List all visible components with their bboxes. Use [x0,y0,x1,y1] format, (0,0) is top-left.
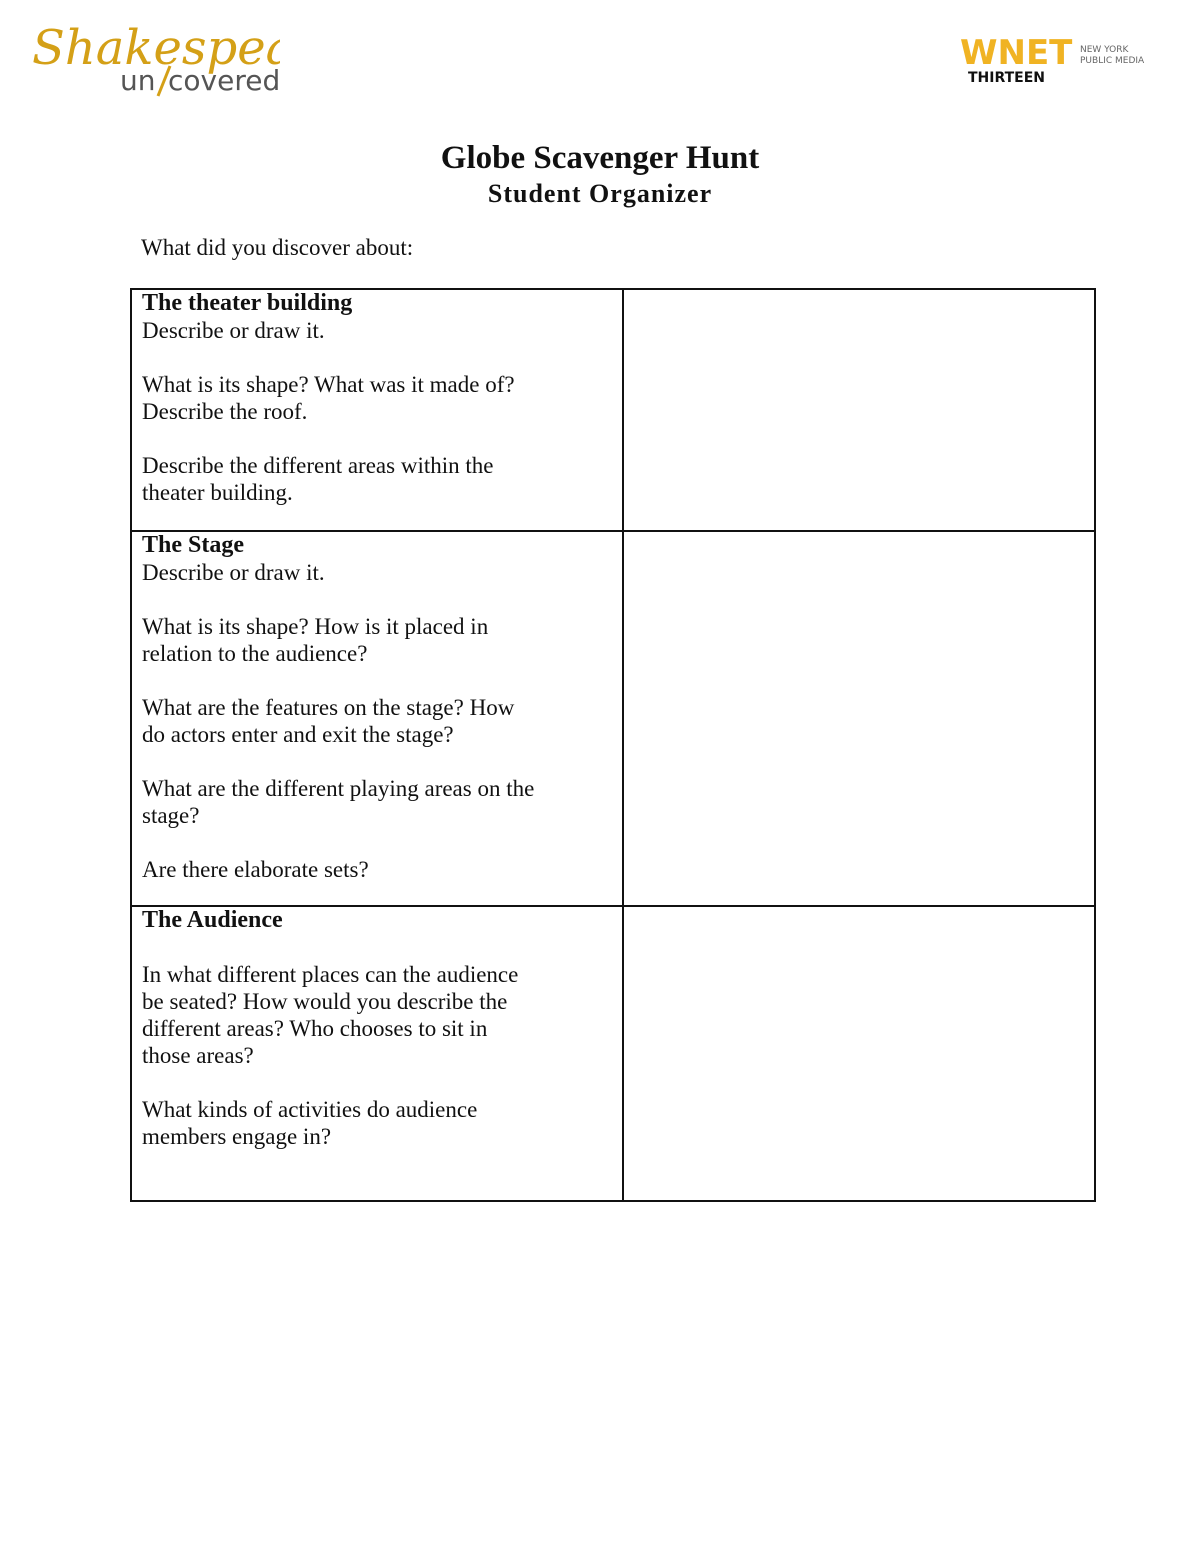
prompt-line: What kinds of activities do audience [142,1097,478,1122]
prompt-line: In what different places can the audience [142,962,519,987]
prompt-gap [142,934,612,961]
prompt-line: What is its shape? How is it placed in [142,614,489,639]
logo-tag-line2: PUBLIC MEDIA [1080,56,1145,66]
prompt-line: What are the different playing areas on the [142,776,535,801]
prompt-line: members engage in? [142,1124,332,1149]
prompt-line: What is its shape? What was it made of? [142,372,515,397]
section-heading: The Audience [142,907,283,933]
prompt-cell-stage [131,531,623,906]
section-heading: The theater building [142,290,353,316]
prompt-line: Describe or draw it. [142,560,325,585]
prompt-line: relation to the audience? [142,641,368,666]
logo-thirteen-text: THIRTEEN [968,70,1046,86]
prompt-line: stage? [142,803,200,828]
prompt-line: be seated? How would you describe the [142,989,508,1014]
intro-text: What did you discover about: [141,235,414,260]
table-row [131,289,1095,531]
section-heading: The Stage [142,532,244,558]
prompt-gap [142,344,612,371]
organizer-table [130,288,1096,1202]
page-title: Globe Scavenger Hunt [440,140,760,176]
prompt-line: Are there elaborate sets? [142,857,369,882]
prompt-line: different areas? Who chooses to sit in [142,1016,488,1041]
prompt-line: theater building. [142,480,293,505]
prompt-line: do actors enter and exit the stage? [142,722,454,747]
prompt-line: Describe the roof. [142,399,308,424]
prompt-cell-audience [131,906,623,1201]
prompt-line: What are the features on the stage? How [142,695,515,720]
logo-wnet-text: WNET [960,34,1073,73]
shakespeare-uncovered-logo [30,14,280,100]
answer-cell-theater-building[interactable] [623,289,1095,531]
prompt-gap [142,748,612,775]
prompt-cell-theater-building [131,289,623,531]
table-row [131,531,1095,906]
prompt-gap [142,425,612,452]
logo-tag-line1: NEW YORK [1080,45,1129,55]
logo-un-text: un [120,64,156,97]
logo-covered-text: covered [168,64,280,97]
prompt-line: those areas? [142,1043,254,1068]
answer-cell-audience[interactable] [623,906,1095,1201]
answer-cell-stage[interactable] [623,531,1095,906]
wnet-thirteen-logo [958,34,1148,86]
logo-shakespeare-text: Shakespe [32,20,266,76]
prompt-line: Describe the different areas within the [142,453,494,478]
prompt-gap [142,1069,612,1096]
table-row [131,906,1095,1201]
prompt-gap [142,586,612,613]
title-block [0,138,1200,210]
prompt-gap [142,829,612,856]
prompt-gap [142,667,612,694]
page-subtitle: Student Organizer [487,179,713,208]
prompt-line: Describe or draw it. [142,318,325,343]
